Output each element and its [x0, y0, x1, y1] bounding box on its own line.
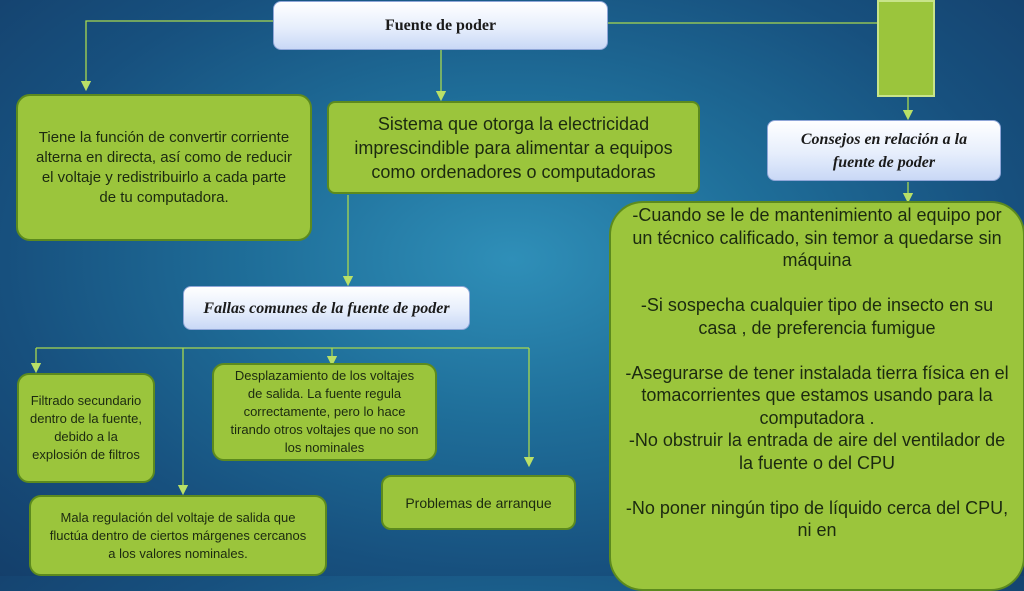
system-box [327, 101, 700, 194]
failure-filtered-text: Filtrado secundario dentro de la fuente, debido a la explosión de filtros [29, 393, 143, 462]
failures-title-box [183, 286, 470, 330]
advice-box [609, 201, 1024, 591]
function-box [16, 94, 312, 241]
title-box-fuente-de-poder [273, 1, 608, 50]
advice-title-text: Consejos en relación a la fuente de poder [800, 130, 968, 171]
failure-startup-text: Problemas de arranque [405, 494, 552, 511]
function-text: Tiene la función de convertir corriente alterna en directa, así como de reducir el voltaje y redistribuirlo a cada parte de tu computadora. [36, 128, 292, 206]
system-text: Sistema que otorga la electricidad imprescindible para alimentar a equipos como ordenadores o computadoras [354, 113, 673, 182]
failure-regulation-text: Mala regulación del voltaje de salida que fluctúa dentro de ciertos márgenes cercanos a los valores nominales. [49, 509, 307, 561]
failure-displacement-text: Desplazamiento de los voltajes de salida. La fuente regula correctamente, pero lo hace tirando otros voltajes que no son los nominales [230, 368, 419, 455]
advice-text: -Cuando se le de mantenimiento al equipo por un técnico calificado, sin temor a quedarse sin máquina -Si sospecha cualquier tipo de insecto en su casa , de preferencia fumigue -Asegurarse de tener instalada tierra física en el tomacorrientes que estamos usando para la computadora . -No obstruir la entrada de aire del ventilador de la fuente o del CPU -No poner ningún tipo de líquido cerca del CPU, ni en [625, 205, 1009, 540]
failure-filtered-box [17, 373, 155, 483]
failures-title-text: Fallas comunes de la fuente de poder [203, 299, 450, 317]
advice-bar [877, 0, 935, 97]
title-text: Fuente de poder [384, 16, 497, 34]
advice-title-box [767, 120, 1001, 181]
failure-regulation-box [29, 495, 327, 576]
failure-displacement-box [212, 363, 437, 461]
failure-startup-box [381, 475, 576, 530]
connector-title-function [86, 21, 275, 86]
